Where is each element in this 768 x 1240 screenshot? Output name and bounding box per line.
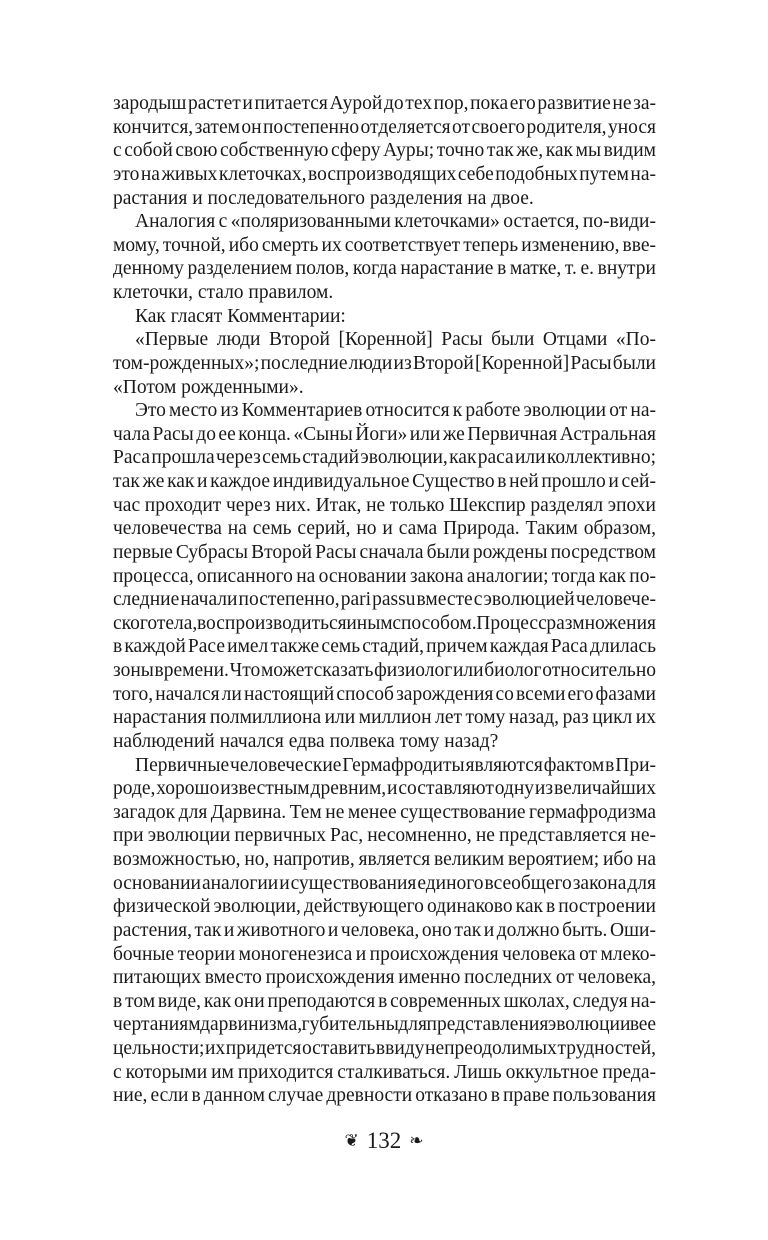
text-line-content: первые Субрасы Второй Расы сначала были рождены посредством — [113, 541, 656, 563]
text-line — [113, 541, 656, 565]
text-line — [113, 683, 656, 707]
text-line — [113, 187, 656, 211]
text-line — [113, 966, 656, 990]
text-line-content: цельности; их придется оставить ввиду непреодолимых трудностей, — [113, 1038, 656, 1059]
text-line-content: в каждой Расе имел также семь стадий, причем каждая Раса длилась — [113, 636, 656, 658]
text-line — [113, 565, 656, 589]
text-line-content: Аналогия с «поляризованными клеточками» остается, по-види- — [135, 211, 656, 233]
text-line — [113, 919, 656, 943]
text-line-content: растания и последовательного разделения на двое. — [113, 187, 534, 209]
text-line — [113, 777, 656, 801]
text-line — [113, 494, 656, 518]
text-line — [113, 848, 656, 872]
text-line — [113, 470, 656, 494]
text-line-content: денному разделением полов, когда нарастание в матке, т. е. внутри — [113, 258, 656, 280]
text-line-content: наблюдений начался едва полвека тому назад? — [113, 730, 499, 752]
text-line-content: питающих вместо происхождения именно последних от человека, — [113, 967, 656, 989]
text-line-content: мому, точной, ибо смерть их соответствует теперь изменению, вве- — [113, 234, 656, 256]
text-line-content: процесса, описанного на основании закона аналогии; тогда как по- — [113, 565, 656, 587]
text-line — [113, 139, 656, 163]
text-line-content: человечества на семь серий, но и сама Природа. Таким образом, — [113, 518, 656, 540]
text-line-content: с собой свою собственную сферу Ауры; точно так же, как мы видим — [113, 140, 656, 162]
text-line-content: загадок для Дарвина. Тем не менее существование гермафродизма — [113, 801, 656, 823]
text-line-content: Как гласят Комментарии: — [135, 305, 346, 327]
text-line-content: зоны времени. Что может сказать физиолог или биолог относительно — [113, 660, 656, 681]
text-line — [113, 990, 656, 1014]
floral-ornament-right-icon: ❧ — [409, 1131, 424, 1151]
text-line — [113, 801, 656, 825]
text-line — [113, 706, 656, 730]
text-line-content: того, начался ли настоящий способ зарождения со всеми его фазами — [113, 683, 656, 705]
text-line-content: чала Расы до ее конца. «Сыны Йоги» или же Первичная Астральная — [113, 423, 656, 445]
text-line — [113, 588, 656, 612]
text-line-content: роде, хорошо известным древним, и составляют одну из величайших — [113, 778, 656, 800]
text-line — [113, 517, 656, 541]
text-line — [113, 92, 656, 116]
text-line-content: растения, так и животного и человека, оно так и должно быть. Оши- — [113, 919, 656, 941]
text-line-content: Это место из Комментариев относится к работе эволюции от на- — [135, 400, 656, 422]
text-line-content: с которыми им приходится сталкиваться. Лишь оккультное преда- — [113, 1061, 656, 1083]
text-line — [113, 328, 656, 352]
text-line-content: Раса прошла через семь стадий эволюции, как раса или коллективно; — [113, 447, 656, 469]
text-line-content: следние начали постепенно, pari passu вместе с эволюцией человече- — [113, 589, 656, 611]
text-line — [113, 376, 656, 400]
text-line — [113, 1013, 656, 1037]
text-line — [113, 446, 656, 470]
text-line — [113, 895, 656, 919]
text-line-content: ние, если в данном случае древности отказано в праве пользования — [113, 1085, 656, 1107]
text-line — [113, 824, 656, 848]
text-line — [113, 872, 656, 896]
text-line-content: ского тела, воспроизводиться иным способом. Процесс размножения — [113, 612, 656, 634]
text-line — [113, 210, 656, 234]
text-line-content: это на живых клеточках, воспроизводящих себе подобных путем на- — [113, 163, 656, 185]
text-line-content: том-рожденных»; последние люди из Второй [Коренной] Расы были — [113, 352, 656, 374]
text-line — [113, 305, 656, 329]
text-line — [113, 1061, 656, 1085]
text-line — [113, 754, 656, 778]
text-line-content: при эволюции первичных Рас, несомненно, не представляется не- — [113, 825, 656, 847]
text-line — [113, 281, 656, 305]
text-line-content: основании аналогии и существования единого всеобщего закона для — [113, 872, 656, 894]
text-line-content: «Первые люди Второй [Коренной] Расы были Отцами «По- — [135, 329, 656, 351]
text-line — [113, 163, 656, 187]
text-line — [113, 116, 656, 140]
text-line-content: клеточки, стало правилом. — [113, 282, 334, 303]
page-number: 132 — [366, 1128, 402, 1153]
text-line-content: чертаниям дарвинизма, губительны для представления эволюции в ее — [113, 1014, 656, 1036]
text-line — [113, 257, 656, 281]
text-line-content: бочные теории моногенезиса и происхождения человека от млеко- — [113, 943, 656, 965]
text-line-content: час проходит через них. Итак, не только Шекспир разделял эпохи — [113, 494, 656, 516]
text-line — [113, 423, 656, 447]
text-line-content: нарастания полмиллиона или миллион лет тому назад, раз цикл их — [113, 707, 656, 729]
text-line-content: «Потом рожденными». — [113, 376, 304, 398]
page-footer — [0, 1128, 768, 1154]
text-line — [113, 234, 656, 258]
text-line-content: в том виде, как они преподаются в современных школах, следуя на- — [113, 990, 656, 1012]
text-line — [113, 612, 656, 636]
floral-ornament-left-icon: ❦ — [344, 1131, 359, 1151]
text-line — [113, 659, 656, 683]
text-line — [113, 635, 656, 659]
text-line-content: физической эволюции, действующего одинаково как в построении — [113, 896, 656, 918]
text-line-content: кончится, затем он постепенно отделяется от своего родителя, унося — [113, 116, 656, 138]
text-line-content: возможностью, но, напротив, является великим вероятием; ибо на — [113, 849, 656, 870]
text-line — [113, 1037, 656, 1061]
text-line-content: Первичные человеческие Гермафродиты являются фактом в При- — [135, 754, 656, 776]
text-line-content: так же как и каждое индивидуальное Существо в ней прошло и сей- — [113, 471, 656, 492]
text-line — [113, 1084, 656, 1108]
text-line — [113, 399, 656, 423]
body-text — [113, 92, 656, 1108]
text-line — [113, 352, 656, 376]
text-line — [113, 943, 656, 967]
text-line — [113, 730, 656, 754]
text-line-content: зародыш растет и питается Аурой до тех пор, пока его развитие не за- — [113, 93, 656, 114]
